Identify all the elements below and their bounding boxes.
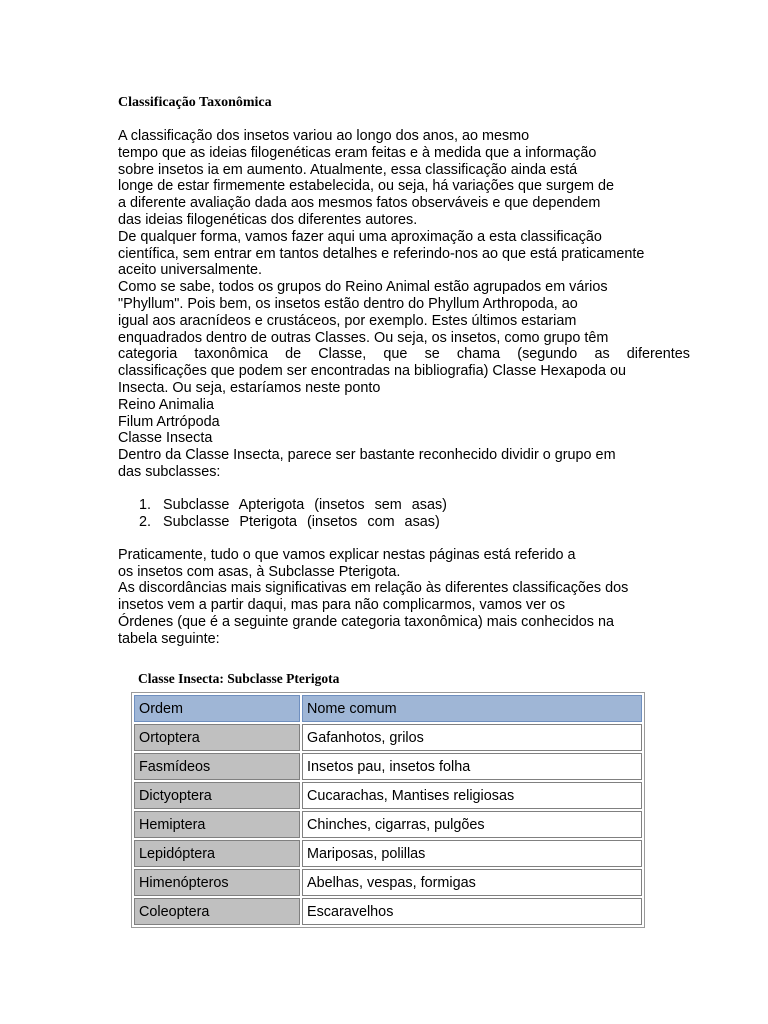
text-line: categoria taxonômica de Classe, que se chama (segundo as diferentes [118,346,690,363]
table-header-cell: Nome comum [302,695,642,722]
text-line: insetos vem a partir daqui, mas para não complicarmos, vamos ver os [118,597,566,614]
table-header-cell: Ordem [134,695,300,722]
table-row [134,753,642,780]
list-text: Subclasse Pterigota (insetos com asas) [163,513,440,530]
body-text [118,128,690,648]
text-line: sobre insetos ia em aumento. Atualmente, essa classificação ainda está [118,161,578,178]
text-line: "Phyllum". Pois bem, os insetos estão dentro do Phyllum Arthropoda, ao [118,295,578,312]
table-row [134,869,642,896]
text-line: Insecta. Ou seja, estaríamos neste ponto [118,379,381,396]
text-line: classificações que podem ser encontradas na bibliografia) Classe Hexapoda ou [118,363,626,380]
text-line: As discordâncias mais significativas em relação às diferentes classificações dos [118,580,629,597]
list-number: 1. [139,496,152,513]
text-line: Como se sabe, todos os grupos do Reino Animal estão agrupados em vários [118,279,608,296]
table-row [134,782,642,809]
text-line: Reino Animalia [118,396,214,413]
text-line: científica, sem entrar em tantos detalhes e referindo-nos ao que está praticamente [118,245,645,262]
text-line: tempo que as ideias filogenéticas eram feitas e à medida que a informação [118,144,597,161]
table-cell-common-name: Cucarachas, Mantises religiosas [302,782,642,809]
text-line: das subclasses: [118,463,221,480]
table-cell-common-name: Escaravelhos [302,898,642,925]
list-item [118,497,690,514]
text-line: os insetos com asas, à Subclasse Pterigota. [118,563,401,580]
text-line: Órdenes (que é a seguinte grande categoria taxonômica) mais conhecidos na [118,613,614,630]
table-cell-order: Fasmídeos [134,753,300,780]
text-line: das ideias filogenéticas dos diferentes autores. [118,211,418,228]
text-line: aceito universalmente. [118,262,262,279]
list-number: 2. [139,513,152,530]
table-header-row [134,695,642,722]
text-line: Dentro da Classe Insecta, parece ser bastante reconhecido dividir o grupo em [118,447,616,464]
table-cell-common-name: Mariposas, polillas [302,840,642,867]
table-caption: Classe Insecta: Subclasse Pterigota [138,671,340,686]
table-cell-common-name: Chinches, cigarras, pulgões [302,811,642,838]
page-title: Classificação Taxonômica [118,95,272,110]
table-cell-order: Hemiptera [134,811,300,838]
table-row [134,898,642,925]
list-item [118,514,690,531]
table-cell-order: Lepidóptera [134,840,300,867]
table-row [134,724,642,751]
table-cell-order: Dictyoptera [134,782,300,809]
text-line: De qualquer forma, vamos fazer aqui uma aproximação a esta classificação [118,228,602,245]
paragraph-2 [118,547,690,648]
text-line: tabela seguinte: [118,630,220,647]
table-cell-common-name: Gafanhotos, grilos [302,724,642,751]
table-cell-common-name: Insetos pau, insetos folha [302,753,642,780]
table-row [134,811,642,838]
text-line: enquadrados dentro de outras Classes. Ou seja, os insetos, como grupo têm [118,329,609,346]
table-cell-order: Coleoptera [134,898,300,925]
text-line: A classificação dos insetos variou ao longo dos anos, ao mesmo [118,128,530,144]
paragraph-1 [118,128,690,481]
text-line: longe de estar firmemente estabelecida, ou seja, há variações que surgem de [118,178,614,195]
table-row [134,840,642,867]
table-cell-order: Himenópteros [134,869,300,896]
subclass-list [118,497,690,531]
text-line: Classe Insecta [118,430,213,447]
text-line: Filum Artrópoda [118,413,220,430]
orders-table [131,692,645,928]
text-line: a diferente avaliação dada aos mesmos fatos observáveis e que dependem [118,195,601,212]
table-cell-common-name: Abelhas, vespas, formigas [302,869,642,896]
text-line: igual aos aracnídeos e crustáceos, por exemplo. Estes últimos estariam [118,312,577,329]
list-text: Subclasse Apterigota (insetos sem asas) [163,496,447,513]
text-line: Praticamente, tudo o que vamos explicar nestas páginas está referido a [118,546,576,563]
table-cell-order: Ortoptera [134,724,300,751]
